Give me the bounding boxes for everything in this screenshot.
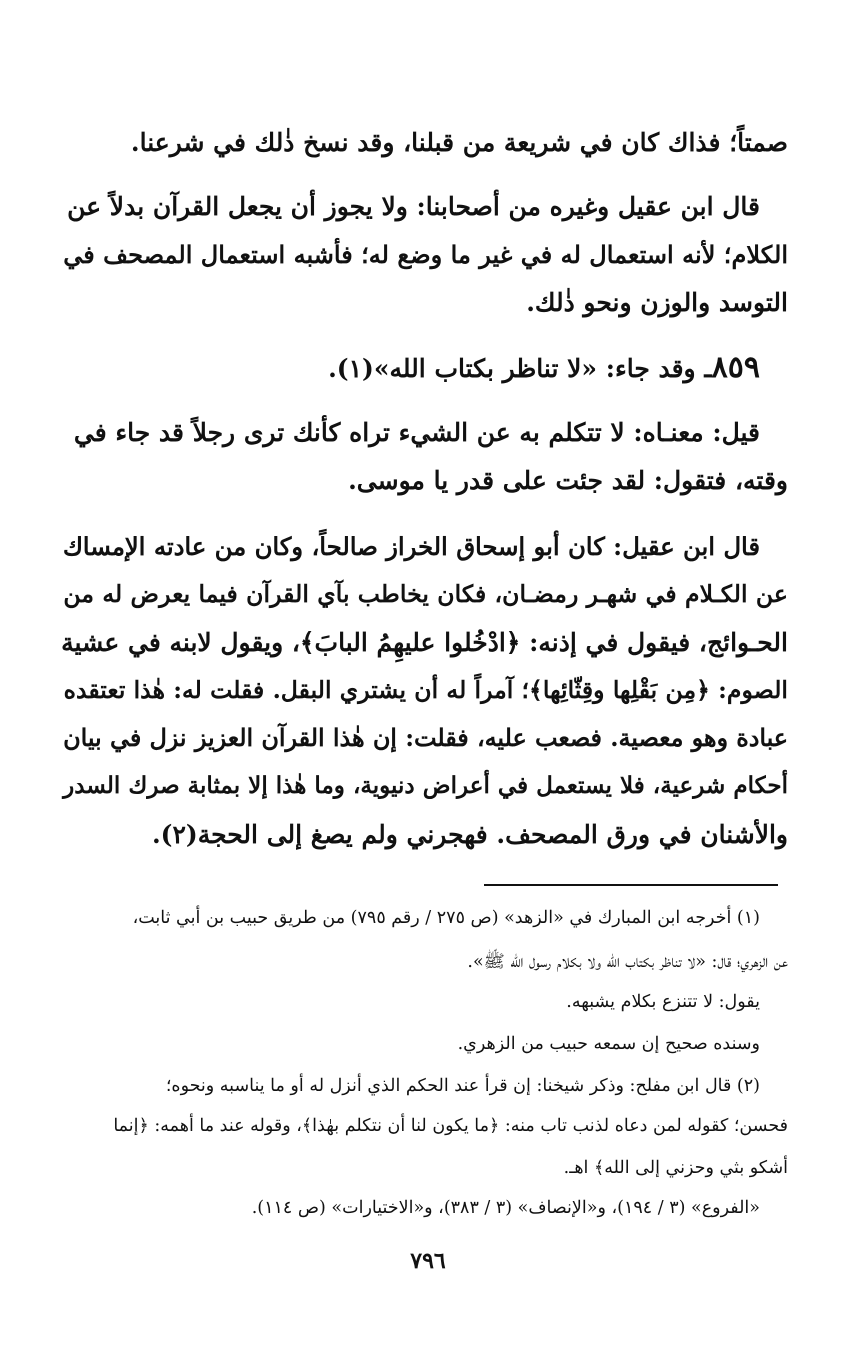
text-line: قال ابن عقيل وغيره من أصحابنا: ولا يجوز أن يجعل القرآن بدلاً عن bbox=[67, 192, 760, 221]
footnote-line: (٢) قال ابن مفلح: وذكر شيخنا: إن قرأ عند الحكم الذي أنزل له أو ما يناسبه ونحوه؛ bbox=[165, 1076, 760, 1096]
text-line: أحكام شرعية، فلا يستعمل في أعراض دنيوية، وما هٰذا إلا بمثابة صرك السدر bbox=[63, 772, 788, 799]
footnote-line: يقول: لا تتنزع بكلام يشبهه. bbox=[566, 992, 760, 1012]
text-line: عبادة وهو معصية. فصعب عليه، فقلت: إن هٰذا القرآن العزيز نزل في بيان bbox=[63, 724, 788, 752]
text-line: الصوم: ﴿مِن بَقْلِها وقِثّائِها﴾؛ آمراً له أن يشتري البقل. فقلت له: هٰذا تعتقده bbox=[63, 676, 788, 704]
footnote-line: «الفروع» (٣ / ١٩٤)، و«الإنصاف» (٣ / ٣٨٣)، و«الاختيارات» (ص ١١٤). bbox=[251, 1198, 760, 1218]
footnote-line: فحسن؛ كقوله لمن دعاه لذنب تاب منه: ﴿ما يكون لنا أن نتكلم بهٰذا﴾، وقوله عند ما أهمه: ﴿إنما bbox=[113, 1116, 788, 1136]
section-number: ٨٥٩ bbox=[711, 350, 760, 385]
text-line: قال ابن عقيل: كان أبو إسحاق الخراز صالحاً، وكان من عادته الإمساك bbox=[62, 532, 760, 561]
footnote-line: (١) أخرجه ابن المبارك في «الزهد» (ص ٢٧٥ / رقم ٧٩٥) من طريق حبيب بن أبي ثابت، bbox=[132, 908, 760, 928]
text-line: وقته، فتقول: لقد جئت على قدر يا موسى. bbox=[348, 466, 788, 495]
text-line: قيل: معنـاه: لا تتكلم به عن الشيء تراه كأنك ترى رجلاً قد جاء في bbox=[73, 418, 760, 447]
footnote-line: أشكو بثي وحزني إلى الله﴾ اهـ. bbox=[563, 1158, 788, 1178]
text-line: الحـوائج، فيقول في إذنه: ﴿ادْخُلوا عليهِمُ البابَ﴾، ويقول لابنه في عشية bbox=[61, 628, 788, 657]
footnote-separator bbox=[484, 884, 778, 886]
page-number: ٧٩٦ bbox=[410, 1248, 446, 1274]
text-line: عن الكـلام في شهـر رمضـان، فكان يخاطب بآي القرآن فيما يعرض له من bbox=[63, 580, 788, 608]
text-line: صمتاً؛ فذاك كان في شريعة من قبلنا، وقد نسخ ذٰلك في شرعنا. bbox=[130, 128, 788, 157]
text-line: الكلام؛ لأنه استعمال له في غير ما وضع له؛ فأشبه استعمال المصحف في bbox=[63, 240, 788, 269]
footnote-line: عن الزهري؛ قال: «لا تناظر بكتاب الله ولا بكلام رسول الله ﷺ». bbox=[467, 952, 788, 972]
section-text: ـ وقد جاء: «لا تناظر بكتاب الله»(١). bbox=[328, 354, 712, 383]
text-line: التوسد والوزن ونحو ذٰلك. bbox=[526, 288, 788, 317]
text-line: والأشنان في ورق المصحف. فهجرني ولم يصغ إلى الحجة(٢). bbox=[151, 820, 788, 849]
footnote-line: وسنده صحيح إن سمعه حبيب من الزهري. bbox=[457, 1034, 760, 1054]
section-heading bbox=[48, 350, 760, 385]
